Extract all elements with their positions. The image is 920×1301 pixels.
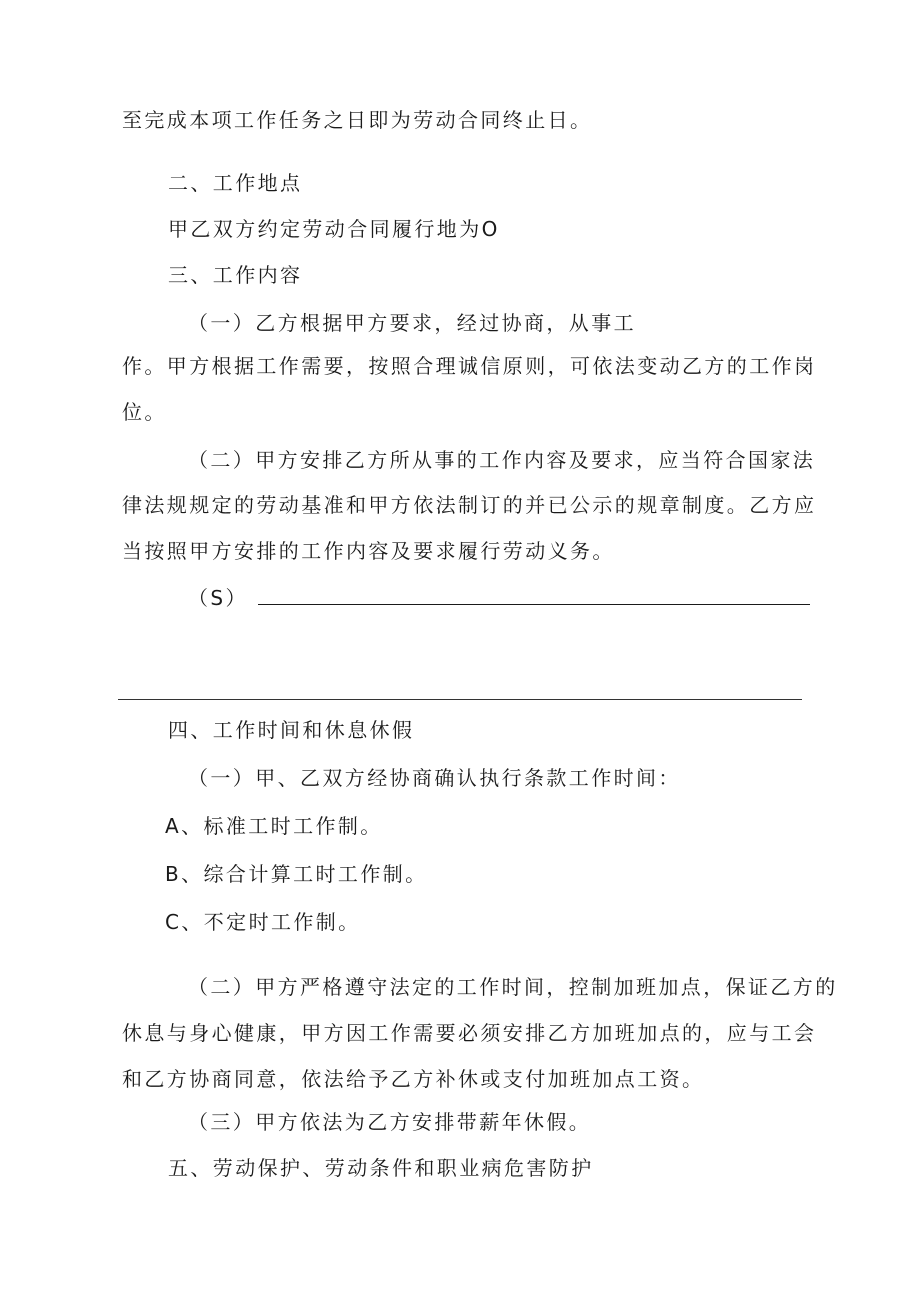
page-divider (118, 699, 802, 700)
paragraph-work-hours-1: （一）甲、乙双方经协商确认执行条款工作时间： (188, 766, 681, 790)
option-standard-hours: A、标准工时工作制。 (165, 814, 383, 838)
fill-in-item-label: （S） (188, 586, 248, 610)
paragraph-contract-end: 至完成本项工作任务之日即为劳动合同终止日。 (122, 108, 593, 132)
section-heading-labor-protection: 五、劳动保护、劳动条件和职业病危害防护 (168, 1156, 594, 1180)
paragraph-work-hours-2-line3: 和乙方协商同意，依法给予乙方补休或支付加班加点工资。 (122, 1067, 705, 1091)
section-heading-work-content: 三、工作内容 (168, 263, 303, 287)
paragraph-work-content-2-line2: 律法规规定的劳动基准和甲方依法制订的并已公示的规章制度。乙方应 (122, 493, 817, 517)
option-comprehensive-hours: B、综合计算工时工作制。 (165, 862, 428, 886)
section-heading-work-hours: 四、工作时间和休息休假 (168, 718, 415, 742)
paragraph-work-location: 甲乙双方约定劳动合同履行地为O (168, 217, 500, 241)
paragraph-work-hours-2-line1: （二）甲方严格遵守法定的工作时间，控制加班加点，保证乙方的 (188, 975, 838, 999)
fill-in-item-3 (188, 584, 810, 612)
option-flexible-hours: C、不定时工作制。 (165, 910, 361, 934)
paragraph-work-hours-2-line2: 休息与身心健康，甲方因工作需要必须安排乙方加班加点的，应与工会 (122, 1021, 817, 1045)
fill-in-blank-line (258, 584, 810, 605)
paragraph-work-content-2-line1: （二）甲方安排乙方所从事的工作内容及要求，应当符合国家法 (188, 448, 816, 472)
paragraph-work-content-1-line3: 位。 (122, 400, 167, 424)
paragraph-work-content-1-line1: （一）乙方根据甲方要求，经过协商，从事工 (188, 311, 636, 335)
paragraph-work-content-1-line2: 作。甲方根据工作需要，按照合理诚信原则，可依法变动乙方的工作岗 (122, 354, 817, 378)
paragraph-work-hours-3: （三）甲方依法为乙方安排带薪年休假。 (188, 1110, 592, 1134)
paragraph-work-content-2-line3: 当按照甲方安排的工作内容及要求履行劳动义务。 (122, 539, 615, 563)
section-heading-work-location: 二、工作地点 (168, 171, 303, 195)
